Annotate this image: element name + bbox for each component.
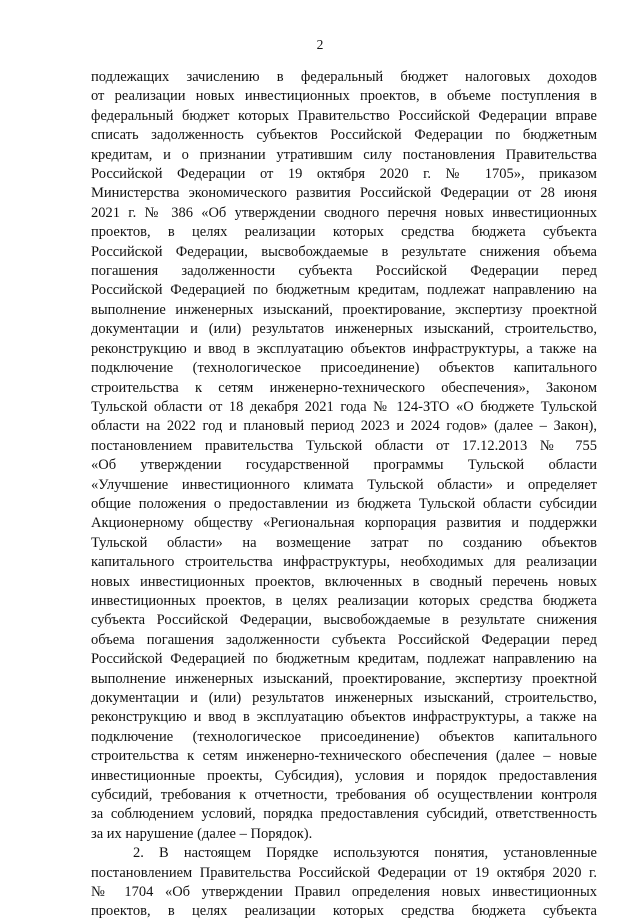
text-line: № 1704 «Об утверждении Правил определения новых инвестиционных	[91, 884, 597, 901]
text-line: подключение (технологическое присоединение) объектов капитального	[91, 360, 597, 377]
text-line: инвестиционные проекты, Субсидия), условия и порядок предоставления	[91, 767, 597, 784]
text-line: субсидий, требования к отчетности, требования об осуществлении контроля	[91, 787, 597, 804]
text-line: за соблюдением условий, порядка предоставления субсидий, ответственность	[91, 806, 597, 823]
paragraph-start-line: 2. В настоящем Порядке используются понятия, установленные	[133, 845, 597, 862]
text-line: выполнение инженерных изысканий, проектирование, экспертизу проектной	[91, 301, 597, 318]
text-line: новых инвестиционных проектов, включенных в сводный перечень новых	[91, 573, 597, 590]
text-line: Российской Федерации от 19 октября 2020 г. № 1705», приказом	[91, 166, 597, 183]
text-line: выполнение инженерных изысканий, проектирование, экспертизу проектной	[91, 670, 597, 687]
text-line: от реализации новых инвестиционных проектов, в объеме поступления в	[91, 88, 597, 105]
page-number: 2	[316, 37, 324, 52]
text-line: реконструкцию и ввод в эксплуатацию объектов инфраструктуры, а также на	[91, 709, 597, 726]
text-line: Российской Федерации, высвобождаемые в результате снижения объема	[91, 243, 597, 260]
text-line: подключение (технологическое присоединение) объектов капитального	[91, 728, 597, 745]
text-line: Акционерному обществу «Региональная корпорация развития и поддержки	[91, 515, 597, 532]
text-line: документации и (или) результатов инженерных изысканий, строительство,	[91, 321, 597, 338]
text-line: постановлением правительства Тульской области от 17.12.2013 № 755	[91, 437, 597, 454]
text-line: федеральный бюджет которых Правительство Российской Федерации вправе	[91, 107, 597, 124]
text-line: Министерства экономического развития Российской Федерации от 28 июня	[91, 185, 597, 202]
text-line: «Улучшение инвестиционного климата Тульской области» и определяет	[91, 476, 597, 493]
text-line: реконструкцию и ввод в эксплуатацию объектов инфраструктуры, а также на	[91, 340, 597, 357]
text-line: Российской Федерацией по бюджетным кредитам, подлежат направлению на	[91, 282, 597, 299]
text-line: капитального строительства инфраструктуры, необходимых для реализации	[91, 554, 597, 571]
text-line: Тульской области от 18 декабря 2021 года № 124-ЗТО «О бюджете Тульской	[91, 398, 597, 415]
text-line: области на 2022 год и плановый период 2023 и 2024 годов» (далее – Закон),	[91, 418, 597, 435]
text-line: Тульской области» на возмещение затрат по созданию объектов	[91, 534, 597, 551]
text-line: проектов, в целях реализации которых средства бюджета субъекта	[91, 903, 597, 920]
text-line: 2021 г. № 386 «Об утверждении сводного перечня новых инвестиционных	[91, 204, 597, 221]
text-line: погашения задолженности субъекта Российской Федерации перед	[91, 263, 597, 280]
text-line: общие положения о предоставлении из бюджета Тульской области субсидии	[91, 495, 597, 512]
text-line: подлежащих зачислению в федеральный бюджет налоговых доходов	[91, 69, 597, 85]
text-line: субъекта Российской Федерации, высвобождаемые в результате снижения	[91, 612, 597, 629]
text-line: списать задолженность субъектов Российской Федерации по бюджетным	[91, 127, 597, 144]
text-line: «Об утверждении государственной программы Тульской области	[91, 457, 597, 474]
text-line: проектов, в целях реализации которых средства бюджета субъекта	[91, 224, 597, 241]
text-line: Российской Федерацией по бюджетным кредитам, подлежат направлению на	[91, 651, 597, 668]
text-line: документации и (или) результатов инженерных изысканий, строительство,	[91, 690, 597, 706]
text-line: строительства к сетям инженерно-технического обеспечения (далее – новые	[91, 748, 597, 765]
text-line: инвестиционных проектов, в целях реализации которых средства бюджета	[91, 592, 597, 609]
text-line: строительства к сетям инженерно-технического обеспечения», Законом	[91, 379, 597, 396]
body-text	[91, 68, 597, 922]
text-line: кредитам, и о признании утратившим силу постановления Правительства	[91, 146, 597, 163]
paragraph-end-line: за их нарушение (далее – Порядок).	[91, 825, 313, 842]
text-line: объема погашения задолженности субъекта Российской Федерации перед	[91, 631, 597, 648]
text-line: постановлением Правительства Российской Федерации от 19 октября 2020 г.	[91, 864, 597, 881]
